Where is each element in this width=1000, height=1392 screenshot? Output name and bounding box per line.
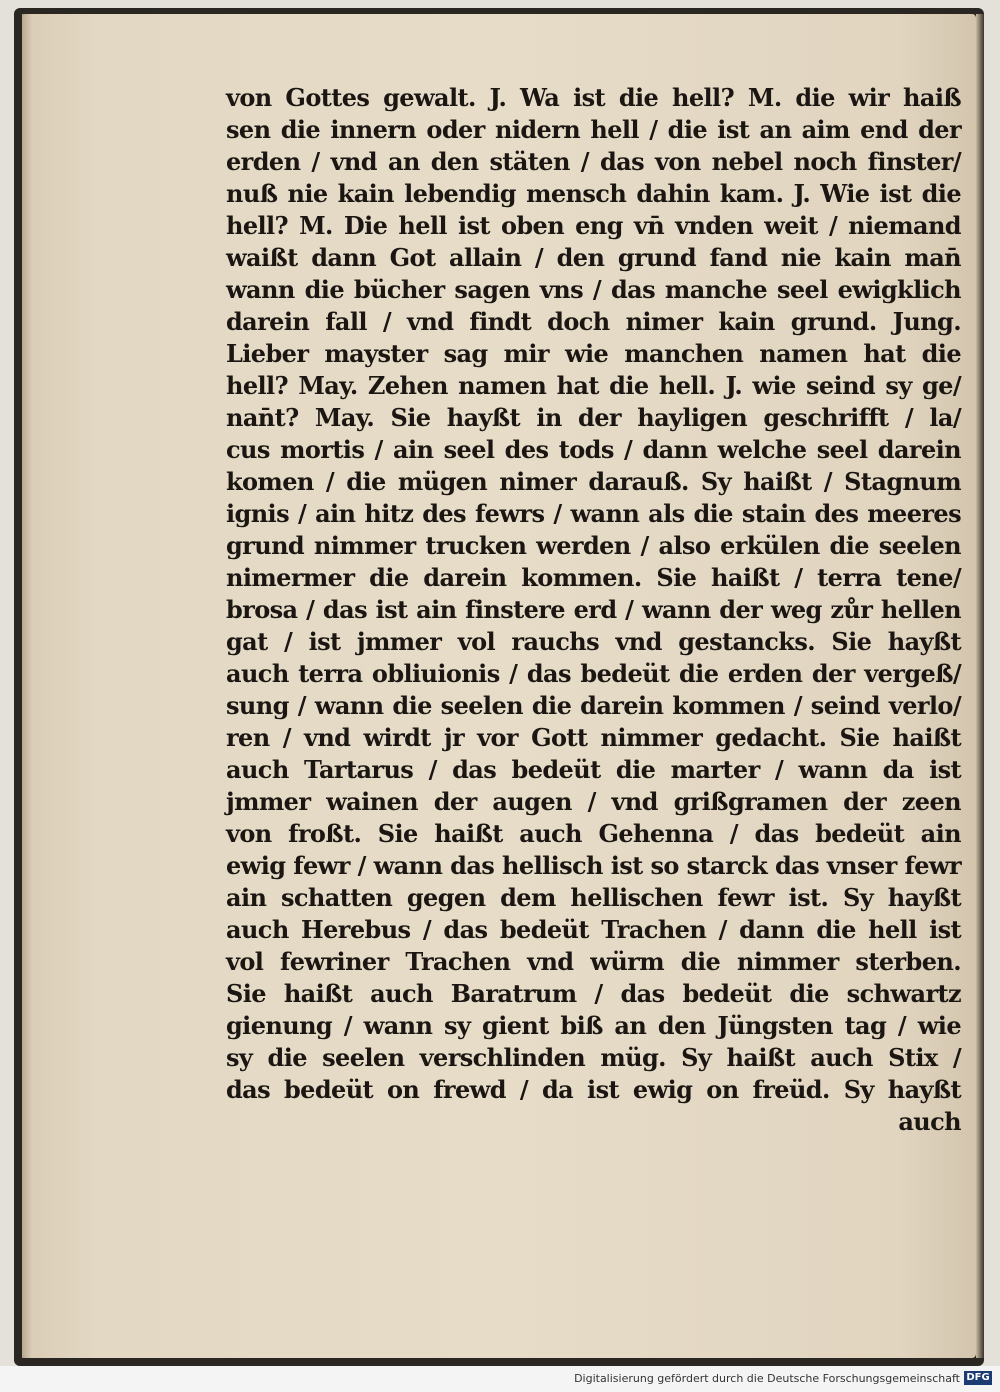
text-line: von froßt. Sie haißt auch Gehenna / das bedeüt ain — [226, 819, 961, 848]
text-line: sen die innern oder nidern hell / die ist an aim end der — [226, 115, 961, 144]
text-line: auch terra obliuionis / das bedeüt die erden der vergeß/ — [226, 659, 961, 688]
text-line: ignis / ain hitz des fewrs / wann als die stain des meeres — [226, 499, 961, 528]
footer-bar — [0, 1366, 1000, 1392]
text-line: jmmer wainen der augen / vnd grißgramen der zeen — [226, 787, 961, 816]
page-edge — [976, 14, 984, 1358]
page-gutter — [22, 14, 32, 1358]
text-line: grund nimmer trucken werden / also erkülen die seelen — [226, 531, 961, 560]
text-line: nimermer die darein kommen. Sie haißt / terra tene/ — [226, 563, 961, 592]
text-line: auch Tartarus / das bedeüt die marter / wann da ist — [226, 755, 961, 784]
text-line: hell? May. Zehen namen hat die hell. J. wie seind sy ge/ — [226, 371, 961, 400]
footer-credit: Digitalisierung gefördert durch die Deutsche Forschungsgemeinschaft — [574, 1372, 960, 1385]
dfg-logo: DFG — [964, 1371, 992, 1385]
text-line: von Gottes gewalt. J. Wa ist die hell? M. die wir haiß — [226, 83, 961, 112]
text-line: gat / ist jmmer vol rauchs vnd gestancks. Sie hayßt — [226, 627, 961, 656]
text-line: nuß nie kain lebendig mensch dahin kam. J. Wie ist die — [226, 179, 961, 208]
text-line: cus mortis / ain seel des tods / dann welche seel darein — [226, 435, 961, 464]
catchword: auch — [898, 1107, 961, 1136]
text-line: waißt dann Got allain / den grund fand nie kain man̄ — [226, 243, 961, 272]
text-line: sung / wann die seelen die darein kommen / seind verlo/ — [226, 691, 961, 720]
text-block — [226, 82, 961, 1138]
text-line: auch Herebus / das bedeüt Trachen / dann die hell ist — [226, 915, 961, 944]
text-line: das bedeüt on frewd / da ist ewig on freüd. Sy hayßt — [226, 1075, 961, 1104]
text-line: Sie haißt auch Baratrum / das bedeüt die schwartz — [226, 979, 961, 1008]
text-line: ren / vnd wirdt jr vor Gott nimmer gedacht. Sie haißt — [226, 723, 961, 752]
text-line: ewig fewr / wann das hellisch ist so starck das vnser fewr — [226, 851, 961, 880]
text-line: sy die seelen verschlinden müg. Sy haißt auch Stix / — [226, 1043, 961, 1072]
text-line: Lieber mayster sag mir wie manchen namen hat die — [226, 339, 961, 368]
text-line: darein fall / vnd findt doch nimer kain grund. Jung. — [226, 307, 961, 336]
text-line: nan̄t? May. Sie hayßt in der hayligen geschrifft / la/ — [226, 403, 961, 432]
text-line: vol fewriner Trachen vnd würm die nimmer sterben. — [226, 947, 961, 976]
text-line: gienung / wann sy gient biß an den Jüngsten tag / wie — [226, 1011, 961, 1040]
text-line: ain schatten gegen dem hellischen fewr ist. Sy hayßt — [226, 883, 961, 912]
text-line: erden / vnd an den stäten / das von nebel noch finster/ — [226, 147, 961, 176]
text-line: wann die bücher sagen vns / das manche seel ewigklich — [226, 275, 961, 304]
text-line: hell? M. Die hell ist oben eng vn̄ vnden weit / niemand — [226, 211, 961, 240]
text-line: komen / die mügen nimer darauß. Sy haißt / Stagnum — [226, 467, 961, 496]
text-line: brosa / das ist ain finstere erd / wann der weg zůr hellen — [226, 595, 961, 624]
